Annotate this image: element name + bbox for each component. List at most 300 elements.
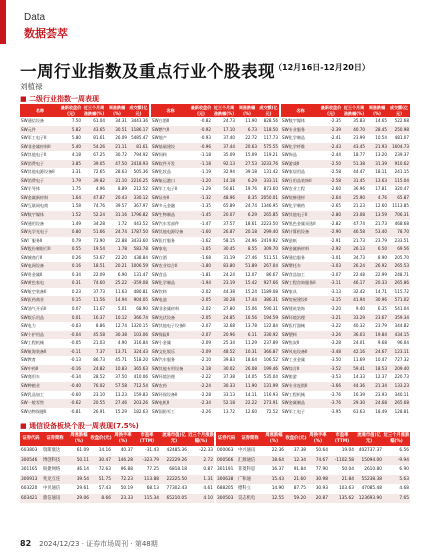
table-cell: 29.30	[342, 399, 366, 408]
table-cell: 273.91	[258, 399, 280, 408]
table-cell: 21.60	[285, 475, 307, 485]
table2-header-cell: 周涨跌幅(%)	[263, 432, 285, 446]
table-cell: SW非金属材料	[150, 305, 190, 314]
table-cell: 昊志机电	[237, 494, 263, 504]
table-cell: 16.37	[82, 314, 106, 323]
table-cell: 29.61	[76, 486, 89, 491]
table-cell: 72.23	[112, 475, 134, 485]
table-cell: 37.44	[212, 143, 236, 152]
table-cell: 541.04	[394, 306, 409, 312]
table-cell: -3.15	[320, 296, 342, 305]
table-cell: SW化学制品	[280, 134, 320, 143]
table-cell: SW环境治理	[150, 373, 190, 382]
table-cell: 50.11	[68, 456, 90, 466]
table-cell: 6.29	[236, 211, 258, 220]
table-cell: SW互联网电商	[21, 203, 49, 209]
table-cell: 14.18	[212, 177, 236, 186]
table-cell: 330.12	[128, 194, 150, 203]
table-cell: -2.35	[330, 118, 341, 123]
table-row	[20, 117, 410, 126]
table-cell: -0.13	[70, 357, 81, 363]
table-cell: 37.38	[293, 448, 306, 453]
table-cell: 65210.05	[160, 494, 188, 504]
table-cell: 23.79	[375, 237, 387, 243]
table-cell: 18.64	[245, 357, 257, 363]
table1-header-cell: 周涨跌幅(%)	[236, 104, 258, 117]
table-cell: 24.73	[223, 118, 235, 123]
table1-header-cell: 近三个月周涨跌幅(%)	[213, 105, 235, 116]
table-cell: 22.36	[271, 448, 284, 453]
table-cell: 23.10	[93, 391, 105, 397]
table-cell: SW建筑装饰	[280, 305, 320, 314]
table-cell: SW医药商业	[20, 296, 60, 305]
table-cell: 27.46	[245, 254, 257, 260]
table-cell: 24.74	[245, 203, 257, 209]
table-cell: -2.82	[330, 220, 341, 226]
table-cell: 61.04	[93, 118, 105, 123]
table-cell: -1.32	[190, 194, 212, 203]
table-cell: -0.03	[70, 323, 81, 329]
table-cell: 53.67	[93, 254, 105, 260]
table-row	[20, 296, 410, 305]
table-cell: 61.09	[76, 448, 89, 453]
table-row	[20, 134, 410, 143]
table2-header-cell: 收盘价(元)	[285, 432, 307, 446]
section-heading-industry: ■ 二级行业指数一周表现	[20, 95, 100, 103]
table-cell: 8.55	[236, 245, 258, 254]
table-cell: 220.73	[394, 374, 409, 380]
table-cell: SW专业服务	[280, 126, 320, 135]
table-cell: -359.08	[128, 279, 150, 288]
table-cell: 21.34	[366, 382, 388, 391]
table-cell: 9.40	[355, 306, 365, 312]
table-cell: SW其他电子设备II	[150, 322, 190, 331]
table-row	[20, 126, 410, 135]
table-row	[20, 465, 410, 475]
table-cell: 14.71	[375, 288, 387, 294]
table-cell: SW环保设备II	[150, 391, 190, 400]
table-cell: 123.11	[388, 348, 410, 357]
table-cell: 26.09	[115, 135, 127, 141]
table-cell: 0.15	[60, 296, 82, 305]
table-cell: 26.13	[342, 245, 366, 254]
table-cell: -2.10	[200, 357, 211, 363]
table-cell: 31.19	[223, 254, 235, 260]
table-cell: 23.33	[112, 494, 134, 504]
table-cell: 21.23	[353, 203, 365, 209]
table-cell: 13.59	[366, 211, 388, 220]
table-cell: 51.38	[342, 160, 366, 169]
table-cell: -3.03	[320, 262, 342, 271]
page-title: 一周行业指数及重点行业个股表现	[20, 62, 275, 81]
table-cell: 324.43	[128, 348, 150, 357]
table-cell: 50.19	[120, 486, 133, 491]
table2-header-cell: 收盘价(元)	[90, 432, 112, 446]
table-cell: 48.52	[212, 348, 236, 357]
table-cell: SW金属制品	[280, 399, 320, 408]
table-cell: -2.34	[190, 399, 212, 408]
table-cell: 15.24	[245, 288, 257, 294]
table-cell: 54.26	[82, 143, 106, 152]
table-cell: 159.83	[133, 391, 148, 397]
table-cell: 727.32	[394, 357, 409, 363]
table-cell: 12.34	[285, 456, 307, 466]
table-cell: SW光伏设备	[150, 314, 190, 323]
table-cell: 23.79	[375, 323, 387, 329]
table-cell: SW白酒	[150, 254, 190, 263]
table-cell: 265.53	[388, 262, 410, 271]
table-cell: 29.06	[68, 494, 90, 504]
table-cell: -1.35	[200, 203, 211, 209]
table-cell: 14.11	[245, 391, 257, 397]
table-cell: 5.82	[60, 126, 82, 135]
table-cell: SW汽车服务	[150, 356, 190, 365]
table-cell: 86.73	[93, 357, 105, 363]
table-row	[20, 314, 410, 323]
table-cell: 603803	[21, 448, 38, 453]
table-cell: SW汽车零部件	[150, 220, 190, 229]
table-cell: 6.35	[377, 306, 387, 312]
table-cell: 14.65	[375, 118, 387, 123]
table-cell: -0.05	[70, 340, 81, 346]
table-cell: SW综合II	[280, 365, 320, 374]
table-cell: 14.94	[106, 296, 128, 305]
table2-header-cell: 近三个月涨跌幅(%)	[383, 433, 410, 444]
table-cell: 571.02	[388, 296, 410, 305]
table-cell: 39.83	[223, 357, 235, 363]
table-cell: 24.68	[366, 399, 388, 408]
table-cell: -2.05	[190, 296, 212, 305]
table-cell: -3.53	[330, 374, 341, 380]
table-cell: 8.35	[236, 194, 258, 203]
table2-header-cell: 周涨跌幅(%)	[68, 432, 90, 446]
table-cell: 0.87	[203, 467, 213, 472]
table-cell: 22225.50	[160, 475, 188, 485]
table-cell: 115.34	[134, 494, 160, 504]
table-cell: 45.58	[82, 331, 106, 340]
table-cell: 37.40	[223, 135, 235, 141]
table-cell: 77302.43	[166, 486, 187, 491]
table-cell: 1796.82	[128, 211, 150, 220]
table-cell: 30.28	[212, 296, 236, 305]
table-cell: 522.68	[394, 118, 409, 123]
table-cell: SW通信设备	[21, 118, 45, 123]
table-cell: 8.89	[117, 186, 127, 192]
table2-header-cell: 流通市值(亿元)	[160, 432, 188, 446]
table-cell: -0.96	[190, 143, 212, 152]
table-cell: -2.02	[200, 288, 211, 294]
table-cell: 81.61	[93, 135, 105, 141]
table-cell: SW小金属	[150, 339, 190, 348]
table-cell: 81.61	[128, 143, 150, 152]
table-cell: 10.47	[375, 357, 387, 363]
table-cell: -3.26	[320, 331, 342, 340]
table-cell: 250.98	[388, 126, 410, 135]
table-cell: 32.94	[223, 169, 235, 175]
table-cell: SW股份制银行II	[20, 245, 60, 254]
table-cell: 27.46	[106, 399, 128, 408]
table-cell: 575.55	[258, 143, 280, 152]
table-cell: 28.45	[366, 126, 388, 135]
table-cell: 0.80	[60, 228, 82, 237]
table-cell: 36.96	[353, 186, 365, 192]
table-cell: -3.21	[320, 314, 342, 323]
table-cell: 873.60	[263, 186, 278, 192]
table-cell: 301165	[21, 467, 38, 472]
table-cell: 16.39	[353, 391, 365, 397]
table-cell: 366.74	[128, 314, 150, 323]
table-cell: SW消费电子	[20, 160, 60, 169]
table-cell: 59.20	[285, 494, 307, 504]
table-row	[20, 254, 410, 263]
table2-header-cell: 证券简称	[237, 432, 263, 446]
table-cell: 37.50	[115, 374, 127, 380]
table-cell: 1320.15	[131, 323, 148, 329]
table-cell: 7.37	[82, 348, 106, 357]
table-cell: 21.93	[366, 143, 388, 152]
table-cell: 194.59	[258, 314, 280, 323]
table-cell: 50.64	[315, 448, 328, 453]
table-cell: SW风电设备II	[280, 348, 320, 357]
table-row	[20, 382, 410, 391]
table-cell: 30.02	[212, 365, 236, 374]
table-cell: 5.01	[117, 306, 127, 312]
table-cell: 712.54	[128, 382, 150, 391]
table-cell: 248.71	[394, 271, 409, 277]
table-row	[20, 373, 410, 382]
table-cell: SW工程机械	[21, 340, 45, 346]
table-cell: 23.67	[366, 314, 388, 323]
table-cell: 131.47	[133, 271, 148, 277]
table-cell: SW其他电源设备II	[21, 169, 55, 175]
table-cell: -1.47	[200, 220, 211, 226]
table-cell: 115.72	[394, 288, 409, 294]
table-cell: 30.72	[115, 152, 127, 158]
table-cell: 39.82	[82, 177, 106, 186]
table-cell: 115.04	[388, 177, 410, 186]
table-cell: 50.04	[341, 467, 354, 472]
table-cell: 15.29	[115, 408, 127, 414]
stock-performance-table	[20, 432, 410, 503]
table-cell: 34.73	[353, 254, 365, 260]
table-cell: 22.22	[236, 399, 258, 408]
table-cell: SW化学制品	[150, 279, 190, 288]
table-cell: SW军工电子II	[21, 135, 47, 141]
table-cell: 233.51	[394, 237, 409, 243]
table-row	[20, 356, 410, 365]
table-cell: 2.72	[188, 456, 215, 466]
table-cell: 3443.36	[131, 118, 148, 123]
table2-header-cell: 周换手率(%)	[112, 432, 134, 446]
table-cell: 菲菱科思	[238, 467, 256, 472]
table-cell: SW电力	[21, 323, 36, 329]
table-cell: 15.09	[245, 152, 257, 158]
table-cell: SW通用设备	[21, 220, 45, 226]
table-row	[20, 339, 410, 348]
table1-header-cell: 周涨跌幅(%)	[106, 104, 128, 117]
table-cell: 0.01	[60, 314, 82, 323]
table-cell: 23.99	[353, 135, 365, 141]
table-cell: 35.09	[223, 152, 235, 158]
table-cell: SW饲料	[150, 151, 190, 160]
table-cell: -0.04	[60, 331, 82, 340]
table-cell: 4.61	[203, 486, 213, 491]
table-cell: 39.05	[82, 160, 106, 169]
table-cell: 32.42	[353, 288, 365, 294]
table2-header-cell: 近三个月涨跌幅(%)	[188, 433, 214, 444]
table-cell: 42485.36	[166, 448, 187, 453]
table-cell: 21.03	[93, 340, 105, 346]
table-cell: -2.60	[330, 186, 341, 192]
table-cell: SW其他电源设备	[150, 228, 190, 237]
table-cell: 122.84	[263, 323, 278, 329]
table-cell: 31.16	[106, 211, 128, 220]
table-cell: 4.96	[95, 186, 105, 192]
table-cell: SW保险II	[150, 331, 190, 340]
table-cell: 15094.00	[355, 456, 383, 466]
table-cell: 603421	[20, 494, 42, 504]
table-cell: -2.22	[200, 374, 211, 380]
table-cell: -0.62	[60, 399, 82, 408]
table-cell: SW通信服务	[280, 254, 320, 263]
table-cell: 443.52	[133, 220, 148, 226]
table-cell: 1.75	[71, 186, 81, 192]
table-cell: 8.90	[377, 254, 387, 260]
table-cell: 410.06	[133, 374, 148, 380]
table-cell: 367.97	[133, 203, 148, 209]
table-cell: 30.33	[212, 382, 236, 391]
table-cell: 1.52	[60, 211, 82, 220]
table-cell: 4.76	[366, 194, 388, 203]
table-row	[20, 220, 410, 229]
table-cell: 12.60	[375, 203, 387, 209]
table-cell: -0.11	[60, 348, 82, 357]
table-cell: 锐捷网络	[43, 467, 61, 472]
table-cell: 2223.50	[261, 220, 278, 226]
table-cell: 11.63	[115, 288, 127, 294]
table-cell: SW生物制品	[150, 211, 190, 220]
table-cell: 2610.80	[364, 467, 382, 472]
table-cell: 47.74	[353, 220, 365, 226]
table-cell: 58.15	[223, 237, 235, 243]
table-cell: 131.99	[258, 382, 280, 391]
table-cell: 87.75	[293, 486, 306, 491]
table-cell: SW军工电子	[280, 408, 320, 417]
table-row	[20, 143, 410, 152]
table-cell: -0.16	[60, 365, 82, 374]
table-cell: 13.20	[375, 152, 387, 158]
table-cell: 51.75	[90, 475, 112, 485]
table-cell: 96.88	[120, 467, 133, 472]
table-cell: 57.58	[106, 382, 128, 391]
table-cell: SW电网设备	[20, 262, 60, 271]
table-cell: SW房屋建设II	[280, 296, 320, 305]
table-cell: 267.04	[258, 262, 280, 271]
table-cell: SW农业工程	[280, 185, 320, 194]
table-cell: 广和通	[237, 475, 263, 485]
table-row	[20, 185, 410, 194]
table-cell: -2.26	[200, 408, 211, 414]
table-cell: -3.48	[320, 348, 342, 357]
table-cell: 17.10	[212, 126, 236, 135]
table2-header-cell: 周换手率(%)	[307, 432, 329, 446]
table-cell: -1.68	[200, 254, 211, 260]
table-cell: SW厂服务II	[21, 237, 43, 243]
table-row	[20, 279, 410, 288]
table-cell: SW基础建设	[150, 143, 190, 152]
table-cell: 35.83	[353, 118, 365, 123]
table1-header-cell: 成交额(亿元)	[258, 104, 280, 117]
table-cell: 兆龙互连	[42, 475, 68, 485]
table-cell: 794.92	[133, 152, 148, 158]
table-cell: 1.49	[71, 220, 81, 226]
table-cell: 24.85	[212, 314, 236, 323]
table-cell: 43.65	[82, 126, 106, 135]
table-cell: 0.26	[71, 254, 81, 260]
table-cell: 23.93	[375, 391, 387, 397]
table-cell: 402737.37	[358, 448, 382, 453]
table-cell: 25.22	[106, 279, 128, 288]
table-cell: SW计算机设备	[280, 228, 320, 237]
table-row	[20, 446, 410, 456]
table-cell: SW国防军工	[150, 408, 190, 417]
table-cell: 46.14	[76, 467, 89, 472]
table-cell: 20.33	[366, 279, 388, 288]
table-cell: -2.44	[330, 152, 341, 158]
table-cell: 316.84	[133, 340, 148, 346]
table-cell: SW军工电子II	[150, 185, 190, 194]
table-cell: -0.82	[200, 118, 211, 123]
table-cell: 26.92	[366, 262, 388, 271]
table-cell: 67.25	[93, 152, 105, 158]
table-cell: 117.73	[263, 135, 278, 141]
table-cell: 0.23	[71, 288, 81, 294]
table-cell: -22.33	[199, 448, 213, 453]
table-cell: 12.55	[263, 494, 285, 504]
table-cell: 36.03	[342, 331, 366, 340]
table-cell: 14.16	[98, 448, 111, 453]
table-row	[20, 399, 410, 408]
table-cell: 212.52	[133, 186, 148, 192]
table-cell: 17.44	[236, 296, 258, 305]
table-cell: 47.50	[106, 160, 128, 169]
table-row	[20, 202, 410, 211]
table-cell: 18.53	[366, 365, 388, 374]
table-cell: 13.63	[366, 177, 388, 186]
table-cell: -0.40	[60, 382, 82, 391]
table-cell: 2216.25	[128, 177, 150, 186]
table-cell: -2.07	[190, 331, 212, 340]
table-cell: 26.08	[236, 365, 258, 374]
table-cell: SW造纸	[280, 237, 320, 246]
table-cell: SW地产	[150, 134, 190, 143]
table1-header-cell: 周涨跌幅(%)	[366, 104, 388, 117]
table-cell: SW化妆品	[150, 168, 190, 177]
table-cell: -2.80	[320, 211, 342, 220]
table-cell: 45.71	[115, 357, 127, 363]
table-cell: -3.22	[330, 323, 341, 329]
table-cell: 15.43	[263, 475, 285, 485]
table-cell: 51.66	[82, 228, 106, 237]
table-row	[20, 194, 410, 203]
table-cell: 199.46	[258, 365, 280, 374]
table-cell: 83.80	[212, 262, 236, 271]
table-cell: 300503	[215, 494, 237, 504]
table-cell: 33.13	[223, 391, 235, 397]
table-cell: 72.63	[98, 467, 111, 472]
table-cell: -2.18	[190, 365, 212, 374]
table-cell: SW数字媒体	[280, 117, 320, 126]
